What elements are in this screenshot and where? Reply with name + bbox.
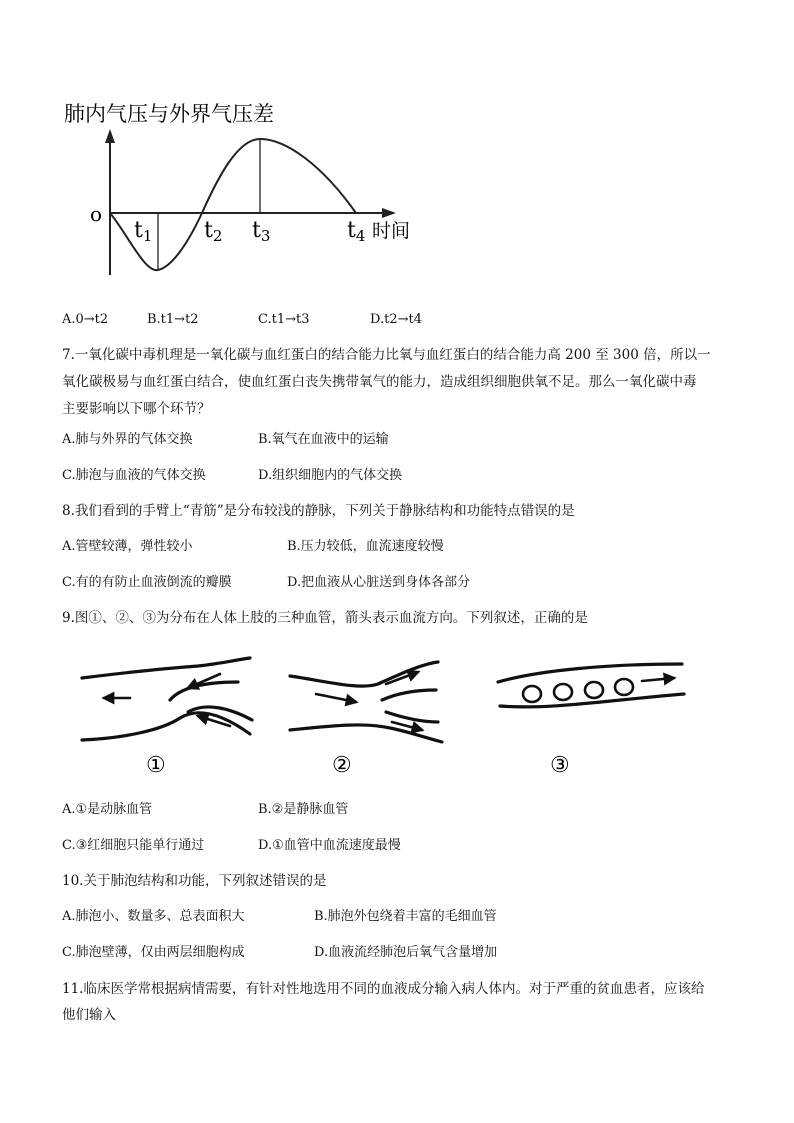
q7-option-c: C.肺泡与血液的气体交换 — [62, 468, 206, 483]
q8-stem: 8.我们看到的手臂上“青筋”是分布较浅的静脉，下列关于静脉结构和功能特点错误的是 — [62, 503, 575, 519]
t4-label: t4 — [347, 218, 366, 245]
q6-option-c: C.t1→t3 — [258, 312, 310, 327]
fig-label-3: ③ — [550, 753, 570, 778]
vessel-1-diagram — [82, 658, 252, 740]
q11-stem-line2: 他们输入 — [62, 1007, 116, 1023]
q7-option-d: D.组织细胞内的气体交换 — [258, 468, 403, 483]
q8-option-d: D.把血液从心脏送到身体各部分 — [287, 575, 471, 590]
q7-stem-line3: 主要影响以下哪个环节？ — [62, 401, 211, 417]
t2-label: t2 — [204, 218, 223, 245]
red-blood-cell — [523, 686, 541, 702]
q6-option-d: D.t2→t4 — [370, 312, 422, 327]
q9-stem: 9.图①、②、③为分布在人体上肢的三种血管，箭头表示血流方向。下列叙述，正确的是 — [62, 610, 588, 626]
q9-option-a: A.①是动脉血管 — [62, 802, 153, 817]
q8-option-a: A.管壁较薄，弹性较小 — [62, 539, 193, 554]
q6-option-a: A.0→t2 — [62, 312, 109, 327]
q7-stem-line2: 氧化碳极易与血红蛋白结合，使血红蛋白丧失携带氧气的能力，造成组织细胞供氧不足。那么一氧化碳中毒 — [62, 374, 697, 390]
q7-option-a: A.肺与外界的气体交换 — [62, 432, 193, 447]
fig-label-1: ① — [146, 753, 166, 778]
t1-label: t1 — [134, 218, 153, 245]
t3-label: t3 — [252, 218, 271, 245]
q11-stem-line1: 11.临床医学常根据病情需要，有针对性地选用不同的血液成分输入病人体内。对于严重的贫血患者，应该给 — [62, 981, 705, 997]
q9-option-b: B.②是静脉血管 — [258, 802, 349, 817]
x-axis-arrow — [382, 208, 396, 218]
q7-stem-line1: 7.一氧化碳中毒机理是一氧化碳与血红蛋白的结合能力比氧与血红蛋白的结合能力高 200 至 300 倍，所以一 — [62, 347, 711, 363]
graph-origin: o — [90, 202, 103, 226]
red-blood-cell — [615, 679, 633, 695]
pressure-difference-graph — [60, 95, 430, 295]
q10-option-b: B.肺泡外包绕着丰富的毛细血管 — [314, 909, 497, 924]
q9-option-d: D.①血管中血流速度最慢 — [258, 838, 401, 853]
vessel-2-diagram — [290, 662, 442, 742]
q10-option-c: C.肺泡壁薄，仅由两层细胞构成 — [62, 945, 245, 960]
blood-vessel-figures — [70, 650, 710, 780]
q8-option-b: B.压力较低，血流速度较慢 — [287, 539, 444, 554]
q10-option-d: D.血液流经肺泡后氧气含量增加 — [314, 945, 498, 960]
q8-option-c: C.有的有防止血液倒流的瓣膜 — [62, 575, 232, 590]
q6-option-b: B.t1→t2 — [147, 312, 199, 327]
q7-option-b: B.氧气在血液中的运输 — [258, 432, 389, 447]
fig-label-2: ② — [332, 753, 352, 778]
q9-option-c: C.③红细胞只能单行通过 — [62, 838, 205, 853]
q10-option-a: A.肺泡小、数量多、总表面积大 — [62, 909, 245, 924]
red-blood-cell — [585, 682, 603, 698]
red-blood-cell — [554, 684, 572, 700]
vessel-3-diagram — [498, 664, 684, 707]
graph-xlabel: 时间 — [372, 220, 411, 242]
graph-ylabel: 肺内气压与外界气压差 — [64, 102, 274, 126]
pressure-curve — [110, 139, 356, 270]
q10-stem: 10.关于肺泡结构和功能，下列叙述错误的是 — [62, 873, 327, 889]
y-axis-arrow — [105, 129, 115, 143]
